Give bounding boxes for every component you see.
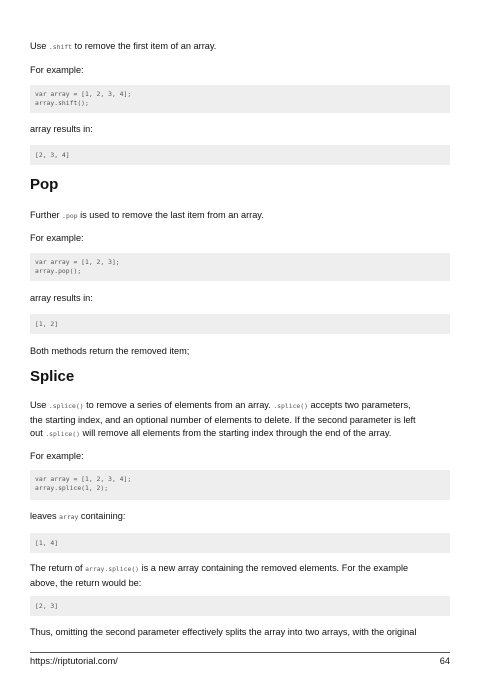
splice-return-line2: above, the return would be: [30,577,142,588]
splice-paragraph [30,399,450,442]
pop-heading: Pop [30,176,59,193]
splice-line1-post: accepts two parameters, [307,400,411,410]
shift-code-block [30,85,450,113]
splice-inline-code: array [59,513,79,521]
splice-return-block [30,596,450,616]
splice-thus: Thus, omitting the second parameter effectively splits the array into two arrays, with the original [30,627,417,637]
code-line: array.shift(); [35,99,89,107]
code-line: var array = [1, 2, 3, 4]; [35,475,132,483]
splice-line3-post: will remove all elements from the starting index through the end of the array. [79,428,392,438]
splice-code-block [30,470,450,500]
pop-intro-post: is used to remove the last item from an array. [77,210,264,220]
page-number: 64 [439,656,450,666]
pop-intro-pre: Further [30,210,63,220]
pop-for-example: For example: [30,233,84,243]
splice-line3-pre: out [30,428,46,438]
shift-results-label: array results in: [30,124,93,134]
splice-for-example: For example: [30,451,84,461]
splice-leaves-block [30,533,450,553]
splice-inline-code: array.splice() [85,565,140,573]
splice-return-pre: The return of [30,563,86,573]
code-line: [2, 3, 4] [35,151,70,159]
shift-intro [30,40,450,55]
pop-intro [30,209,450,224]
shift-for-example: For example: [30,65,84,75]
pop-result-block [30,314,450,334]
splice-leaves [30,510,450,525]
code-line: [1, 4] [35,539,59,547]
splice-return [30,562,450,590]
splice-line1-pre: Use [30,400,49,410]
splice-leaves-pre: leaves [30,511,60,521]
splice-line2: the starting index, and an optional number of elements to delete. If the second parameter is left [30,414,416,425]
shift-result-block [30,145,450,165]
splice-line1-mid: to remove a series of elements from an array. [83,400,274,410]
splice-return-post: is a new array containing the removed elements. For the example [139,563,409,573]
footer-url-link[interactable]: https://riptutorial.com/ [30,656,118,666]
splice-inline-code: .splice() [45,430,80,438]
shift-intro-pre: Use [30,41,49,51]
code-line: array.pop(); [35,267,82,275]
code-line: [2, 3] [35,602,59,610]
footer-divider [30,652,450,653]
code-line: array.splice(1, 2); [35,484,109,492]
code-line: var array = [1, 2, 3]; [35,258,120,266]
code-line: [1, 2] [35,320,59,328]
code-line: var array = [1, 2, 3, 4]; [35,90,132,98]
pop-both-methods: Both methods return the removed item; [30,346,190,356]
splice-inline-code: .splice() [48,402,84,410]
splice-inline-code: .splice() [273,402,308,410]
splice-leaves-post: containing: [78,511,126,521]
pop-results-label: array results in: [30,293,93,303]
pop-inline-code: .pop [62,212,78,220]
splice-heading: Splice [30,368,75,385]
shift-intro-post: to remove the first item of an array. [72,41,217,51]
shift-inline-code: .shift [48,43,72,51]
pop-code-block [30,253,450,281]
